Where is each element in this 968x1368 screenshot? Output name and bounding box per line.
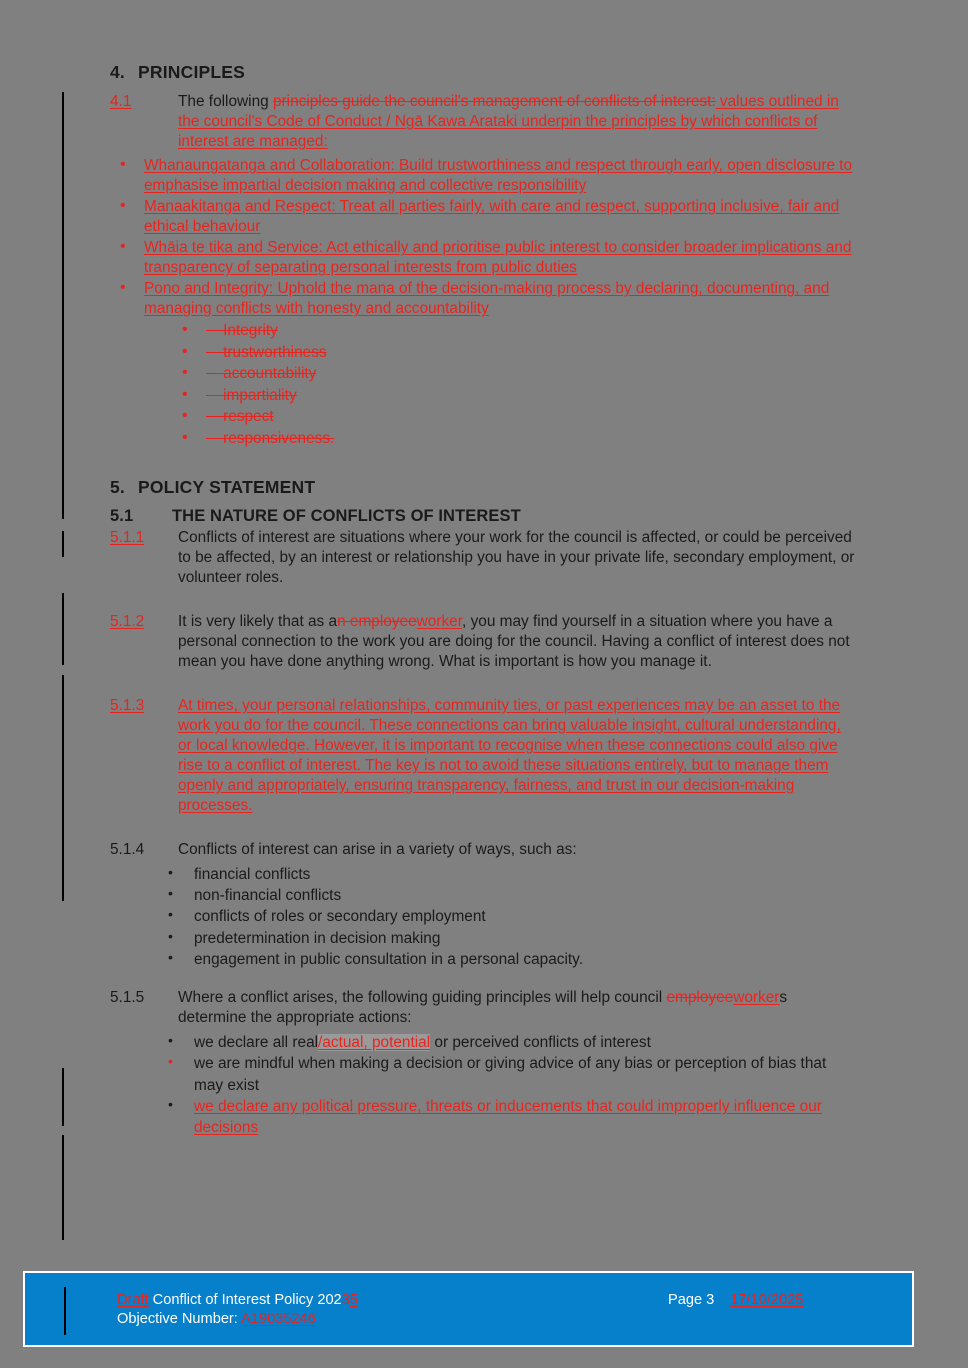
list-item — [110, 238, 855, 278]
clause-5-1-5-inserted: worker — [733, 989, 780, 1006]
clause-5-1-2-inserted: worker — [416, 612, 463, 630]
principle-whanaungatanga: Whanaungatanga and Collaboration: Build trustworthiness and respect through early, open disclosure to emphasise impartial decision making and collective responsibility — [144, 157, 853, 195]
list-item — [170, 406, 855, 428]
conflict-type-predetermination: predetermination in decision making — [194, 929, 441, 947]
list-item — [162, 885, 855, 906]
guiding-principle-1-after: or perceived conflicts of interest — [430, 1034, 651, 1052]
heading-principles-number: 4. — [110, 62, 125, 82]
change-bar — [62, 531, 64, 557]
clause-4-1-deleted: principles guide the council's management of conflicts of interest: — [272, 93, 716, 110]
page-footer — [23, 1271, 914, 1347]
list-item — [170, 342, 855, 364]
list-item — [162, 1032, 855, 1053]
clause-4-1-number: 4.1 — [110, 93, 132, 110]
conflict-type-non-financial: non-financial conflicts — [194, 887, 342, 904]
clause-5-1-1-text: Conflicts of interest are situations where your work for the council is affected, or could be perceived to be affected, by an interest or relationship you have in your private life, secondary employment, or volunteer roles. — [178, 528, 855, 586]
clause-5-1-3-number: 5.1.3 — [110, 696, 145, 714]
clause-5-1-5-deleted: employee — [666, 989, 734, 1006]
heading-5-1-number: 5.1 — [110, 506, 134, 525]
clause-4-1-body — [178, 92, 855, 152]
clause-5-1-5-before: Where a conflict arises, the following guiding principles will help council — [178, 989, 667, 1006]
guiding-principle-1-inserted: /actual, potential — [318, 1034, 431, 1052]
clause-4-1 — [110, 92, 855, 152]
footer-objective-number: A19035246 — [241, 1311, 316, 1328]
footer-objective-line — [117, 1310, 358, 1329]
clause-5-1-1-number: 5.1.1 — [110, 528, 145, 546]
change-bar — [62, 92, 64, 519]
clause-5-1-4-text: Conflicts of interest can arise in a variety of ways, such as: — [178, 840, 577, 858]
clause-5-1-2-after: , you may find yourself in a situation where you have a personal connection to the work you are doing for the council. Having a conflict of interest does not mean you have done anything wrong. What is important is how you manage it. — [178, 612, 850, 670]
heading-principles — [110, 62, 855, 83]
footer-right — [668, 1291, 803, 1310]
clause-5-1-5-body — [178, 988, 855, 1028]
footer-objective-label: Objective Number: — [117, 1311, 242, 1328]
clause-4-1-inserted: values outlined in the council's Code of Conduct / Ngā Kawa Arataki underpin the principles by which conflicts of interest are managed: — [178, 93, 839, 151]
clause-5-1-5-number: 5.1.5 — [110, 989, 145, 1006]
heading-policy-statement — [110, 477, 855, 498]
clause-5-1-3 — [110, 696, 855, 816]
footer-title-line — [117, 1291, 358, 1310]
guiding-principle-2: we are mindful when making a decision or giving advice of any bias or perception of bias that may exist — [194, 1055, 827, 1094]
conflict-type-roles: conflicts of roles or secondary employment — [194, 908, 486, 926]
deleted-value-trustworthiness: trustworthiness — [223, 343, 327, 361]
list-item — [170, 363, 855, 385]
footer-draft-label: Draft — [117, 1292, 149, 1308]
document-content — [110, 62, 855, 1138]
footer-policy-title: Conflict of Interest Policy 202 — [148, 1292, 342, 1308]
list-item — [170, 320, 855, 342]
list-item — [162, 1096, 855, 1139]
list-item — [110, 197, 855, 237]
guiding-principle-3: we declare any political pressure, threats or inducements that could improperly influence our decisions — [194, 1097, 822, 1137]
clause-5-1-2-before: It is very likely that as a — [178, 612, 338, 630]
deleted-values-wrapper — [170, 320, 855, 449]
clause-5-1-3-text: At times, your personal relationships, community ties, or past experiences may be an asset to the work you do for the council. These connections can bring valuable insight, cultural understanding, or local knowledge. However, it is important to recognise when these connections could also give rise to a conflict of interest. The key is not to avoid these situations entirely, but to manage them openly and appropriately, ensuring transparency, fairness, and trust in our decision-making processes. — [178, 696, 841, 814]
list-item — [162, 928, 855, 949]
deleted-values-list — [170, 320, 855, 449]
principle-manaakitanga: Manaakitanga and Respect: Treat all parties fairly, with care and respect, supporting inclusive, fair and ethical behaviour — [144, 198, 840, 236]
footer-change-bar — [64, 1287, 66, 1335]
list-item — [110, 156, 855, 196]
conflict-types-list — [110, 864, 855, 970]
clause-5-1-2-number: 5.1.2 — [110, 612, 145, 630]
guiding-principles-list — [110, 1032, 855, 1138]
list-item — [170, 385, 855, 407]
deleted-value-accountability: accountability — [223, 365, 317, 383]
footer-left — [117, 1291, 358, 1330]
change-bar — [62, 593, 64, 665]
principle-whaia-te-tika: Whāia te tika and Service: Act ethically and prioritise public interest to consider broader implications and transparency of separating personal interests from public duties — [144, 239, 852, 277]
clause-5-1-2-deleted: n employee — [337, 612, 417, 630]
conflict-type-financial: financial conflicts — [194, 865, 311, 883]
heading-principles-title: PRINCIPLES — [138, 62, 246, 82]
principles-list — [110, 156, 855, 450]
heading-5-1-title: THE NATURE OF CONFLICTS OF INTEREST — [172, 506, 521, 525]
change-bar — [62, 1068, 64, 1126]
heading-policy-statement-title: POLICY STATEMENT — [138, 476, 316, 497]
deleted-value-responsiveness: responsiveness. — [223, 429, 335, 447]
footer-year-inserted: 5 — [349, 1292, 358, 1308]
deleted-value-impartiality: impartiality — [223, 386, 297, 404]
guiding-principle-1-before: we declare all real — [194, 1034, 319, 1052]
deleted-value-respect: respect — [223, 408, 274, 426]
list-item — [162, 1053, 855, 1096]
footer-date: 17/10/2025 — [730, 1292, 804, 1308]
clause-5-1-1 — [110, 528, 855, 588]
list-item — [162, 864, 855, 885]
list-item — [162, 949, 855, 970]
conflict-type-public-consultation: engagement in public consultation in a personal capacity. — [194, 950, 584, 968]
principle-pono: Pono and Integrity: Uphold the mana of the decision-making process by declaring, documenting, and managing conflicts with honesty and accountability — [144, 280, 830, 318]
heading-policy-statement-number: 5. — [110, 476, 125, 497]
change-bar — [62, 675, 64, 901]
list-item — [110, 279, 855, 449]
heading-nature-of-conflicts — [110, 507, 855, 526]
change-bar — [62, 1135, 64, 1240]
deleted-value-integrity: Integrity — [223, 322, 278, 340]
clause-5-1-2-body — [178, 612, 855, 672]
clause-5-1-5 — [110, 988, 855, 1028]
footer-page-number: Page 3 — [668, 1292, 715, 1308]
clause-5-1-2 — [110, 612, 855, 672]
clause-5-1-4-number: 5.1.4 — [110, 840, 145, 858]
footer-year-deleted: 3 — [341, 1292, 350, 1308]
list-item — [170, 428, 855, 450]
clause-4-1-kept: The following — [178, 93, 273, 110]
list-item — [162, 906, 855, 927]
clause-5-1-4 — [110, 840, 855, 860]
clause-5-1-5-after: s determine the appropriate actions: — [178, 989, 788, 1027]
